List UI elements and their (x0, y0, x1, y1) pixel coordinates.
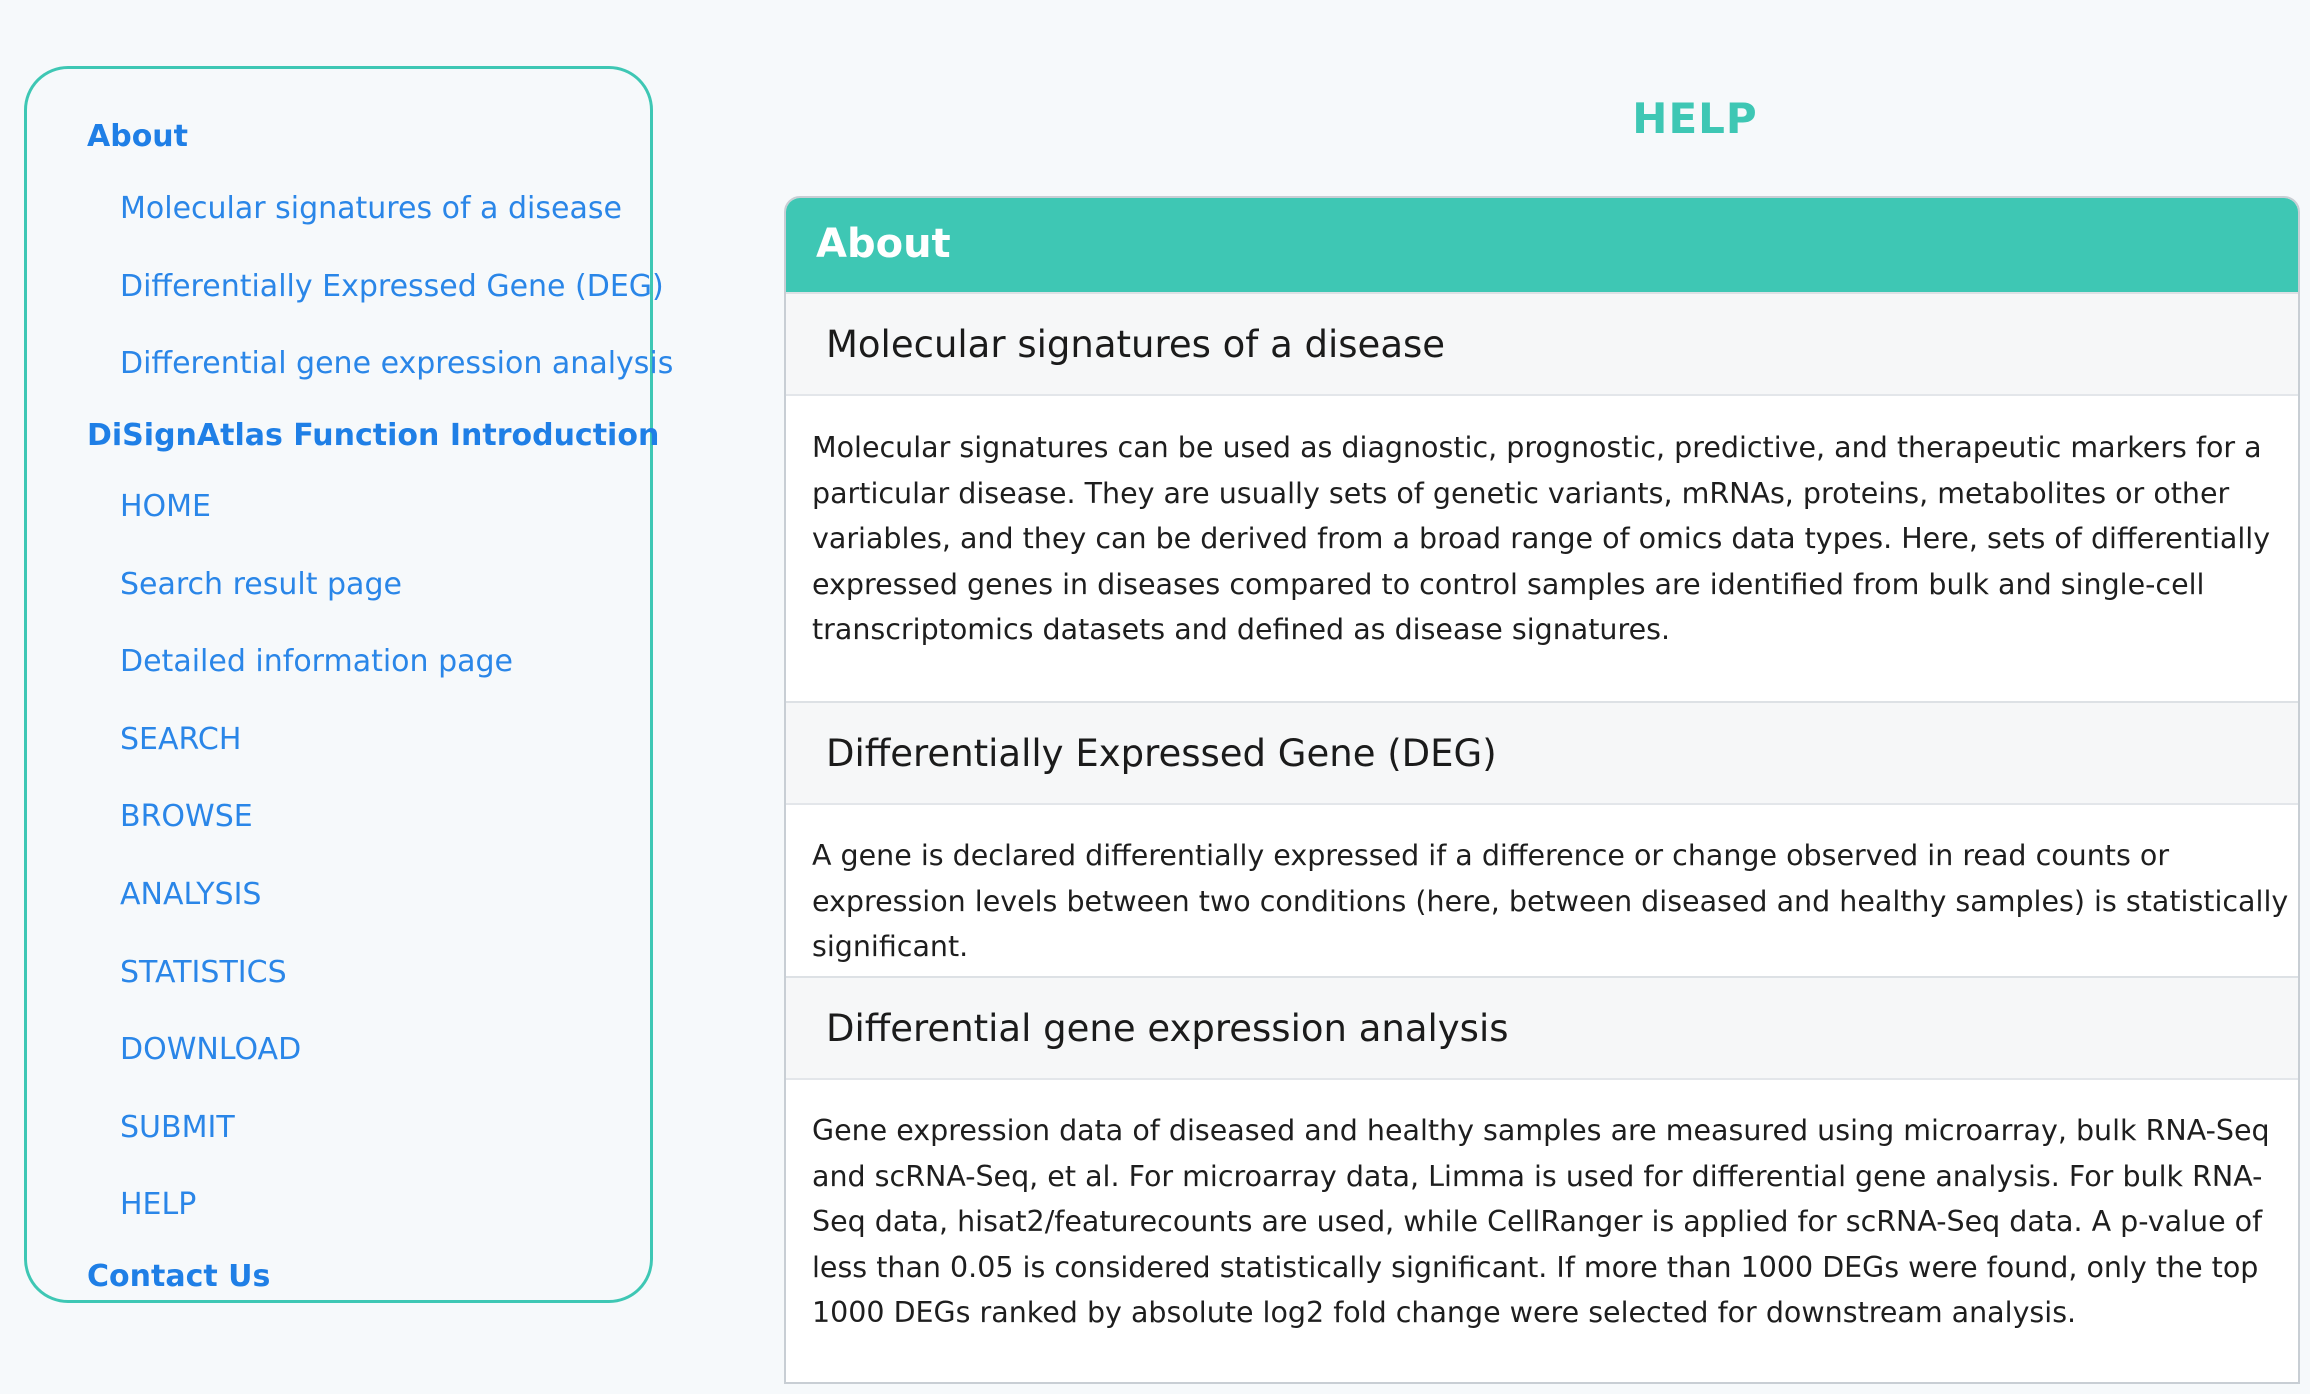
section-title: Differential gene expression analysis (826, 1007, 1509, 1050)
about-card (784, 196, 2300, 1384)
sidebar-link-deg[interactable]: Differentially Expressed Gene (DEG) (120, 269, 664, 304)
section-title: Differentially Expressed Gene (DEG) (826, 732, 1497, 775)
sidebar-link-home[interactable]: HOME (120, 489, 212, 524)
section-body-deg: A gene is declared differentially expressed if a difference or change observed in read counts or expression levels between two conditions (here, between diseased and healthy samples) is statistically significant. (812, 839, 2289, 963)
section-header-molecular-signatures (786, 292, 2298, 396)
sidebar-link-submit[interactable]: SUBMIT (120, 1110, 235, 1145)
section-header-deg (786, 701, 2298, 805)
section-body-molecular-signatures: Molecular signatures can be used as diagnostic, prognostic, predictive, and therapeutic markers for a particular disease. They are usually sets of genetic variants, mRNAs, proteins, metabolites or other variables, and they can be derived from a broad range of omics data types. Here, sets of differentially expressed genes in diseases compared to control samples are identified from bulk and single-cell transcriptomics datasets and defined as disease signatures. (812, 431, 2271, 646)
section-title: Molecular signatures of a disease (826, 323, 1446, 366)
sidebar-link-contact-us[interactable]: Contact Us (87, 1259, 271, 1294)
section-body-differential-expression-analysis: Gene expression data of diseased and healthy samples are measured using microarray, bulk RNA-Seq and scRNA-Seq, et al. For microarray data, Limma is used for differential gene analysis. For bulk RNA-Seq data, hisat2/featurecounts are used, while CellRanger is applied for scRNA-Seq data. A p-value of less than 0.05 is considered statistically significant. If more than 1000 DEGs were found, only the top 1000 DEGs ranked by absolute log2 fold change were selected for downstream analysis. (812, 1114, 2270, 1329)
card-header (786, 198, 2298, 292)
sidebar-link-differential-expression-analysis[interactable]: Differential gene expression analysis (120, 346, 674, 381)
sidebar-link-analysis[interactable]: ANALYSIS (120, 877, 262, 912)
card-header-title: About (816, 221, 951, 267)
sidebar-link-search-result-page[interactable]: Search result page (120, 567, 402, 602)
sidebar-link-statistics[interactable]: STATISTICS (120, 955, 287, 990)
section-header-differential-expression-analysis (786, 976, 2298, 1080)
sidebar-link-browse[interactable]: BROWSE (120, 799, 253, 834)
sidebar-link-function-introduction[interactable]: DiSignAtlas Function Introduction (87, 418, 660, 453)
sidebar-link-molecular-signatures[interactable]: Molecular signatures of a disease (120, 191, 622, 226)
sidebar-link-detailed-information-page[interactable]: Detailed information page (120, 644, 514, 679)
sidebar-link-download[interactable]: DOWNLOAD (120, 1032, 302, 1067)
sidebar-link-about[interactable]: About (87, 119, 189, 154)
page-title: HELP (1632, 94, 1758, 143)
sidebar-link-search[interactable]: SEARCH (120, 722, 242, 757)
sidebar-link-help[interactable]: HELP (120, 1187, 197, 1222)
help-sidebar-nav (24, 66, 674, 1303)
